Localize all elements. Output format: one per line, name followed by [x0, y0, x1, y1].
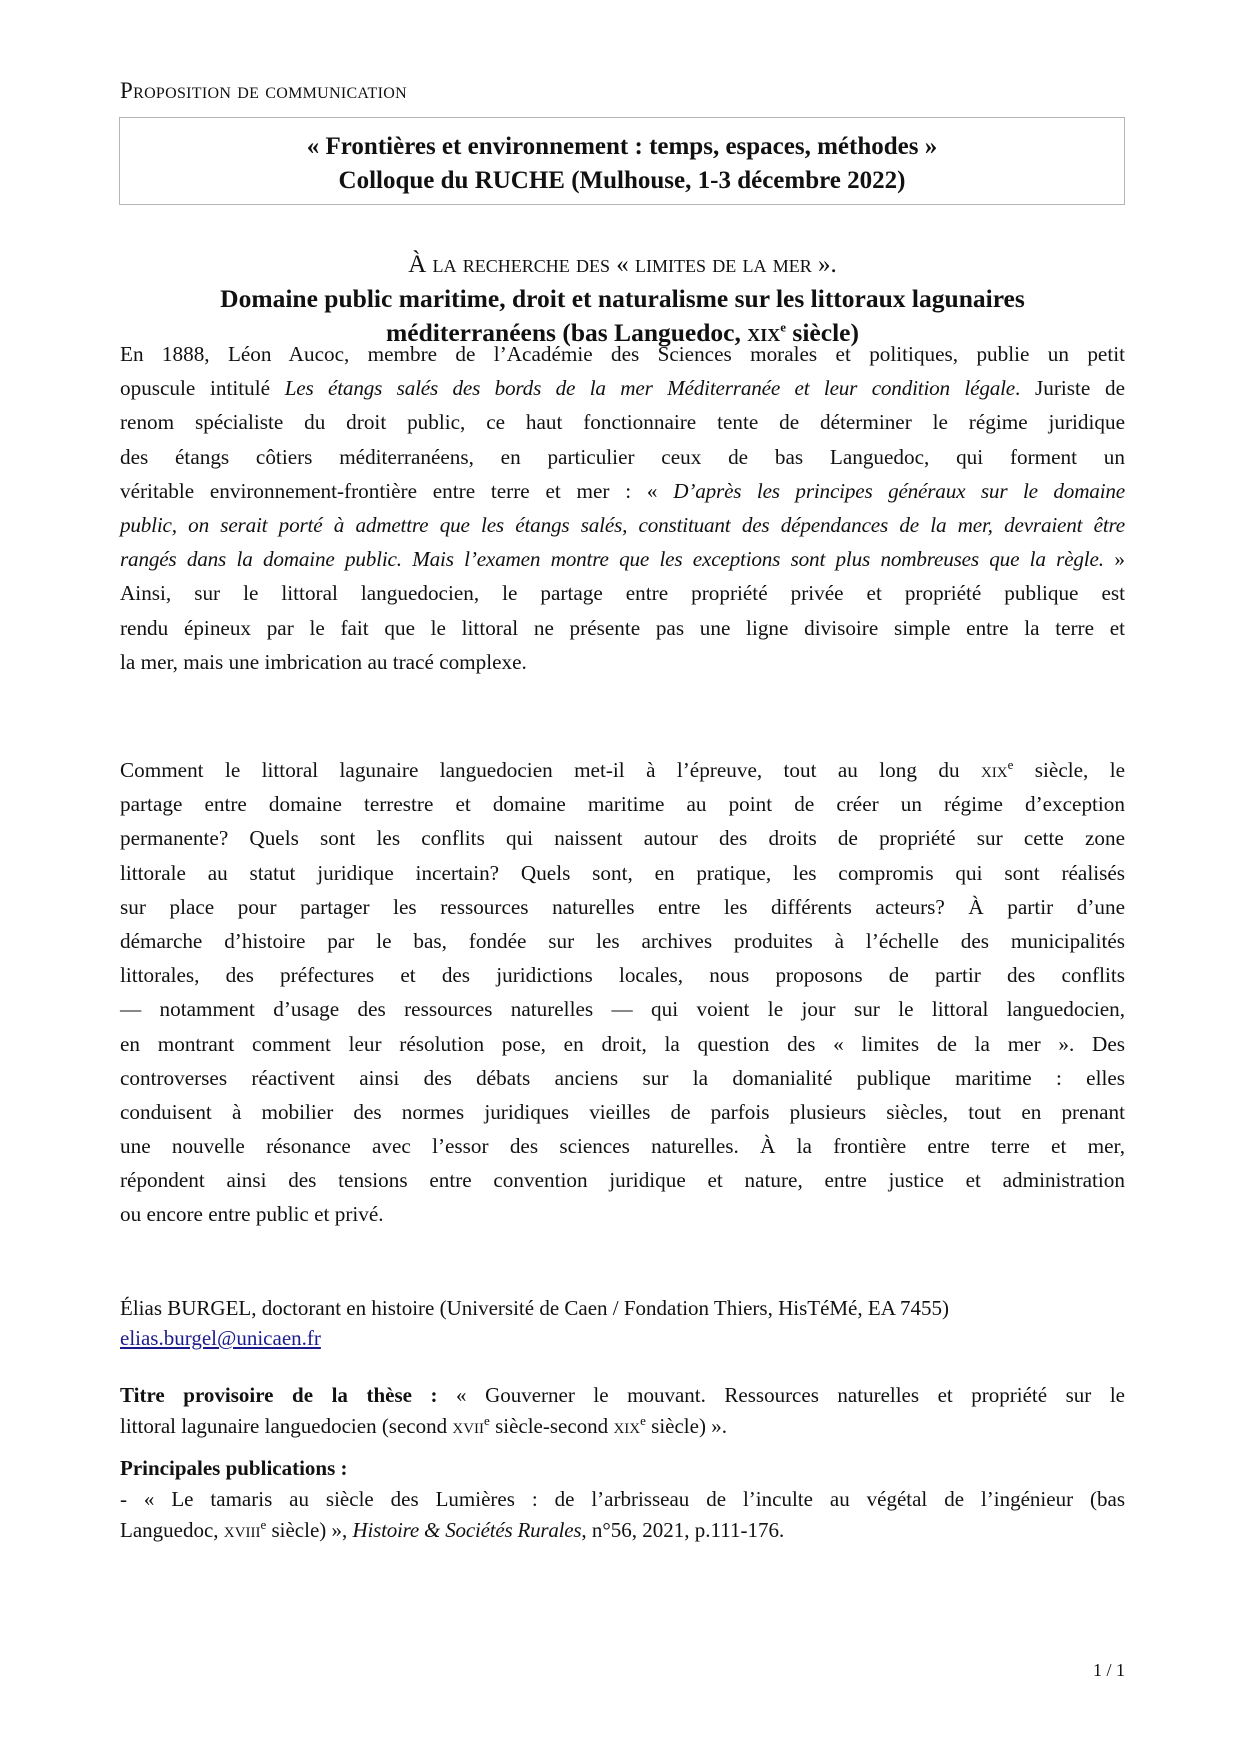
paragraph-line: une nouvelle résonance avec l’essor des sciences naturelles. À la frontière entre terre et mer, [120, 1134, 1125, 1159]
title-line-3-end: siècle) [786, 318, 859, 347]
quotation-line: public, on serait porté à admettre que les étangs salés, constituant des dépendances de la mer, devraient être [120, 512, 1125, 537]
publications-block [120, 1453, 1125, 1546]
quotation-text: rangés dans la domaine public. Mais l’examen montre que les exceptions sont plus nombreuses que la règle. [120, 547, 1104, 572]
thesis-line [120, 1411, 1125, 1442]
paragraph-line [120, 542, 1125, 576]
century-suffix: e [260, 1517, 267, 1532]
text-run: siècle) », [266, 1518, 353, 1542]
title-line-3-text: méditerranéens (bas Languedoc, [386, 318, 748, 347]
paragraph-line [120, 753, 1125, 787]
document-kicker: Proposition de communication [120, 78, 407, 103]
century-numeral: xix [747, 318, 781, 347]
text-run: , n°56, 2021, p.111-176. [581, 1518, 785, 1542]
quotation-text: D’après les principes généraux sur le domaine [673, 478, 1125, 503]
century-suffix: e [484, 1413, 490, 1428]
thesis-label: Titre provisoire de la thèse : [120, 1383, 438, 1407]
author-line: Élias BURGEL, doctorant en histoire (Université de Caen / Fondation Thiers, HisTéMé, EA 7455) [120, 1296, 949, 1320]
page-number: 1 / 1 [1092, 1660, 1125, 1680]
text-run: siècle, le [1013, 758, 1125, 782]
paragraph-line: des étangs côtiers méditerranéens, en particulier ceux de bas Languedoc, qui forment un [120, 444, 1125, 469]
thesis-block [120, 1380, 1125, 1442]
title-line-1: À la recherche des « limites de la mer ». [408, 251, 837, 278]
paragraph-line [120, 474, 1125, 508]
text-run: Comment le littoral lagunaire languedocien met-il à l’épreuve, tout au long du [120, 758, 981, 782]
paragraph-line: démarche d’histoire par le bas, fondée sur les archives produites à l’échelle des municipalités [120, 928, 1125, 953]
paragraph-line: ou encore entre public et privé. [120, 1202, 384, 1227]
century-numeral: xix [613, 1414, 641, 1438]
text-run: » [1103, 547, 1125, 572]
paragraph-line: permanente? Quels sont les conflits qui naissent autour des droits de propriété sur cette zone [120, 826, 1125, 851]
paragraph-line: conduisent à mobilier des normes juridiques vieilles de parfois plusieurs siècles, tout en prenant [120, 1099, 1125, 1124]
text-run: siècle-second [489, 1414, 614, 1438]
paragraph-line: rendu épineux par le fait que le littoral ne présente pas une ligne divisoire simple entre la terre et [120, 615, 1125, 640]
century-numeral: xviii [223, 1518, 261, 1542]
century-numeral: xix [980, 758, 1008, 782]
communication-title [120, 248, 1125, 350]
paragraph-line: en montrant comment leur résolution pose, en droit, la question des « limites de la mer ». Des [120, 1031, 1125, 1056]
century-suffix: e [1007, 756, 1014, 772]
text-run: opuscule intitulé [120, 376, 285, 401]
paragraph-line: littorales, des préfectures et des juridictions locales, nous proposons de partir des conflits [120, 963, 1125, 988]
text-run: . Juriste de [1015, 376, 1125, 401]
colloque-event: Colloque du RUCHE (Mulhouse, 1-3 décembre 2022) [338, 167, 906, 194]
paragraph-line: renom spécialiste du droit public, ce haut fonctionnaire tente de déterminer le régime juridique [120, 410, 1125, 435]
colloque-title-box [119, 117, 1125, 205]
paragraph-line: littorale au statut juridique incertain? Quels sont, en pratique, les compromis qui sont réalisés [120, 860, 1125, 885]
paragraph-line: répondent ainsi des tensions entre convention juridique et nature, entre justice et administration [120, 1168, 1125, 1193]
paragraph-line [120, 371, 1125, 405]
text-run: Languedoc, [120, 1518, 224, 1542]
century-numeral: xvii [452, 1414, 485, 1438]
publications-label: Principales publications : [120, 1456, 348, 1480]
author-email-link[interactable]: elias.burgel@unicaen.fr [120, 1326, 321, 1350]
cited-work-title: Les étangs salés des bords de la mer Méditerranée et leur condition légale [284, 376, 1015, 401]
paragraph-line: la mer, mais une imbrication au tracé complexe. [120, 649, 527, 674]
paragraph-line: — notamment d’usage des ressources naturelles — qui voient le jour sur le littoral languedocien, [120, 997, 1125, 1022]
thesis-line [120, 1380, 1125, 1411]
author-block [120, 1293, 1130, 1353]
text-run: « Gouverner le mouvant. Ressources naturelles et propriété sur le [437, 1383, 1125, 1407]
text-run: siècle) ». [645, 1414, 727, 1438]
paragraph-line: sur place pour partager les ressources naturelles entre les différents acteurs? À partir d’une [120, 894, 1125, 919]
text-run: littoral lagunaire languedocien (second [120, 1414, 453, 1438]
abstract-paragraph-2 [120, 753, 1125, 1232]
paragraph-line: controverses réactivent ainsi des débats anciens sur la domanialité publique maritime : elles [120, 1065, 1125, 1090]
paragraph-line: partage entre domaine terrestre et domaine maritime au point de créer un régime d’exception [120, 792, 1125, 817]
title-line-2: Domaine public maritime, droit et naturalisme sur les littoraux lagunaires [220, 284, 1025, 313]
paragraph-line: Ainsi, sur le littoral languedocien, le partage entre propriété privée et propriété publique est [120, 581, 1125, 606]
journal-title: Histoire & Sociétés Rurales [352, 1518, 582, 1542]
paragraph-line: En 1888, Léon Aucoc, membre de l’Académie des Sciences morales et politiques, publie un petit [120, 342, 1125, 366]
abstract-paragraph-1 [120, 337, 1125, 679]
text-run: véritable environnement-frontière entre terre et mer : « [120, 478, 674, 503]
century-suffix: e [640, 1413, 646, 1428]
century-suffix: e [780, 319, 787, 335]
publication-line [120, 1515, 1125, 1546]
colloque-theme: « Frontières et environnement : temps, espaces, méthodes » [306, 133, 938, 160]
publication-line: - « Le tamaris au siècle des Lumières : de l’arbrisseau de l’inculte au végétal de l’ingénieur (bas [120, 1487, 1125, 1511]
